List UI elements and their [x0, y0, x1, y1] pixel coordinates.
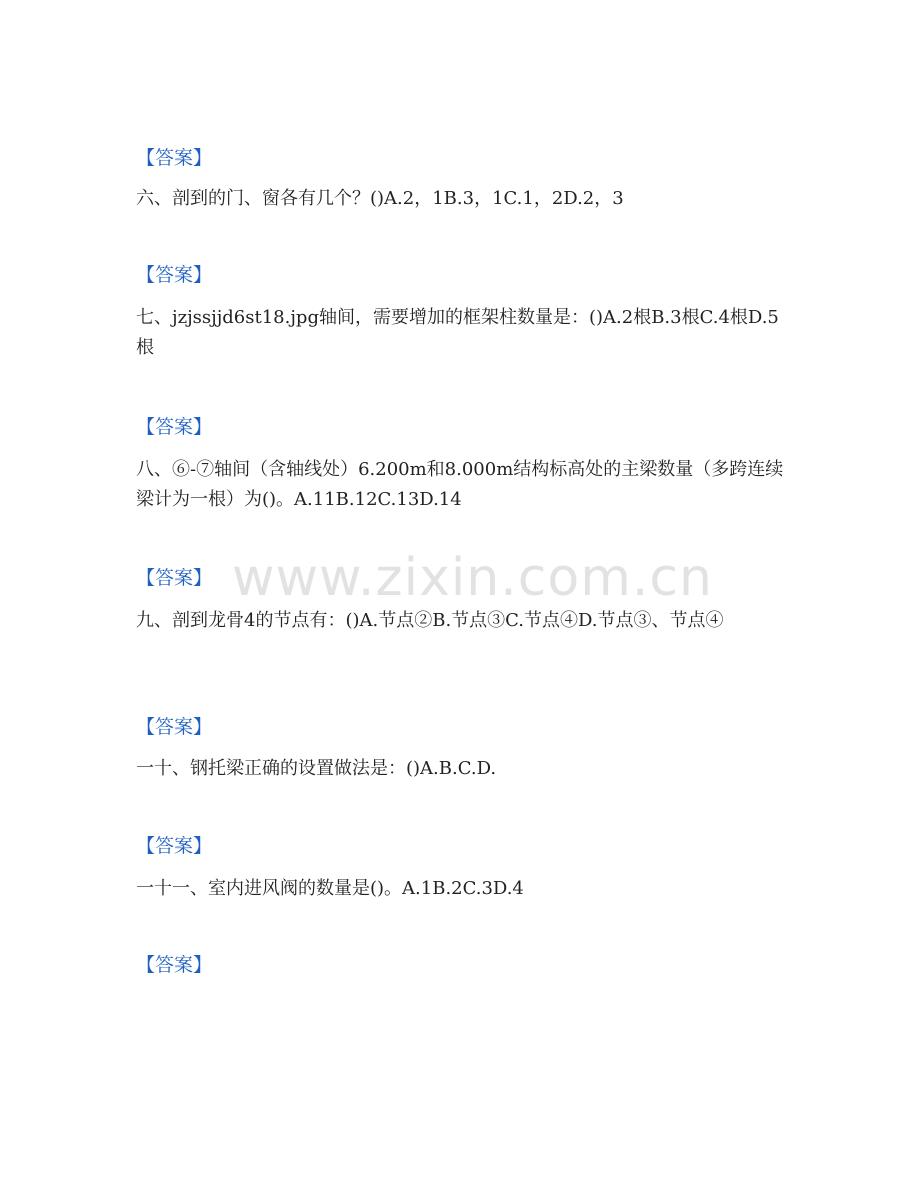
answer-label: 【答案】 [136, 716, 213, 738]
watermark: www.zixin.com.cn [232, 548, 713, 608]
answer-label: 【答案】 [136, 567, 213, 589]
question-text: 七、jzjssjjd6st18.jpg轴间，需要增加的框架柱数量是：()A.2根B.3根C.4根D.5根 [136, 307, 779, 358]
question-text: 六、剖到的门、窗各有几个？()A.2，1B.3，1C.1，2D.2，3 [136, 188, 624, 209]
question-text: 一十、钢托梁正确的设置做法是：()A.B.C.D. [136, 758, 497, 779]
question-text: 八、⑥-⑦轴间（含轴线处）6.200m和8.000m结构标高处的主梁数量（多跨连续梁计为一根）为()。A.11B.12C.13D.14 [136, 459, 784, 510]
question-text: 一十一、室内进风阀的数量是()。A.1B.2C.3D.4 [136, 878, 524, 899]
question-text: 九、剖到龙骨4的节点有：()A.节点②B.节点③C.节点④D.节点③、节点④ [136, 610, 724, 631]
answer-label: 【答案】 [136, 416, 213, 438]
answer-label: 【答案】 [136, 264, 213, 286]
answer-label: 【答案】 [136, 835, 213, 857]
answer-label: 【答案】 [136, 147, 213, 169]
answer-label: 【答案】 [136, 954, 213, 976]
